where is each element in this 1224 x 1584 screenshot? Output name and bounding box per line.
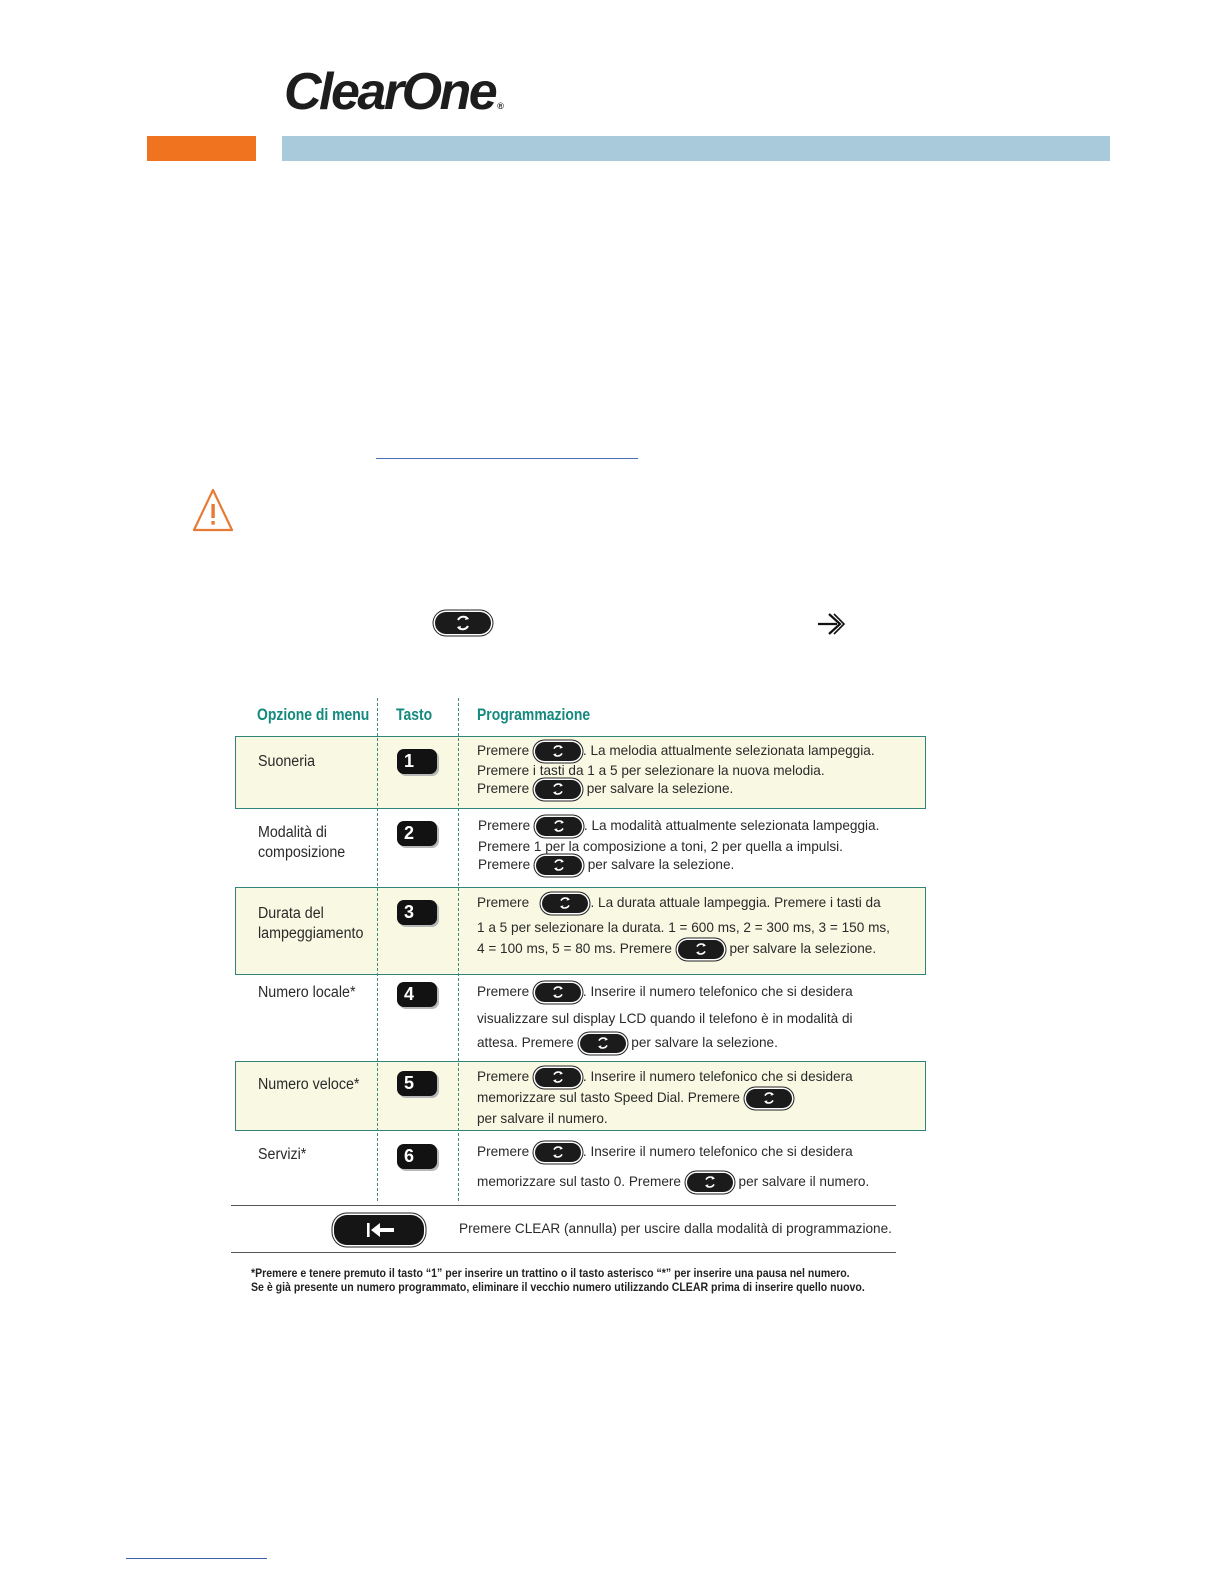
redial-cycle-icon	[535, 780, 581, 799]
programming-line: Premere 1 per la composizione a toni, 2 per quella a impulsi.	[478, 839, 843, 854]
option-label: Numero veloce*	[258, 1076, 360, 1093]
clearone-logo	[284, 63, 504, 121]
warning-triangle-icon	[191, 487, 235, 533]
redial-cycle-icon	[746, 1089, 792, 1108]
key-6: 6	[397, 1144, 437, 1169]
redial-cycle-icon	[535, 983, 581, 1002]
key-3: 3	[397, 900, 437, 925]
redial-cycle-icon	[536, 817, 582, 836]
clear-back-arrow-icon	[334, 1215, 424, 1245]
redial-cycle-icon	[678, 940, 724, 959]
programming-line: Premere . Inserire il numero telefonico che si desidera	[477, 1143, 853, 1162]
header-key: Tasto	[396, 705, 433, 724]
programming-line: 1 a 5 per selezionare la durata. 1 = 600 ms, 2 = 300 ms, 3 = 150 ms,	[477, 920, 890, 935]
key-5: 5	[397, 1071, 437, 1096]
divider-line	[231, 1252, 896, 1253]
column-divider	[458, 698, 459, 1201]
divider-line	[231, 1205, 896, 1206]
redial-cycle-icon	[580, 1034, 626, 1053]
option-label: Numero locale*	[258, 984, 356, 1001]
clear-button	[334, 1215, 424, 1245]
redial-cycle-icon	[535, 1143, 581, 1162]
programming-line: 4 = 100 ms, 5 = 80 ms. Premere per salvare la selezione.	[477, 940, 876, 959]
key-4: 4	[397, 982, 437, 1007]
programming-line: Premere per salvare la selezione.	[477, 780, 733, 799]
header-menu-option: Opzione di menu	[257, 705, 370, 724]
redial-cycle-icon	[536, 856, 582, 875]
option-label: Suoneria	[258, 753, 316, 770]
option-label: Modalità di composizione	[258, 824, 346, 861]
registered-mark: ®	[497, 101, 504, 111]
programming-line: per salvare il numero.	[477, 1111, 608, 1126]
redial-cycle-icon	[435, 612, 491, 634]
blue-header-bar	[282, 136, 1110, 161]
option-label: Durata del lampeggiamento	[258, 905, 364, 942]
programming-line: Premere . Inserire il numero telefonico che si desidera	[477, 1068, 853, 1087]
programming-line: Premere . La durata attuale lampeggia. Premere i tasti da	[477, 894, 881, 913]
programming-line: Premere . Inserire il numero telefonico che si desidera	[477, 983, 853, 1002]
footnote: *Premere e tenere premuto il tasto “1” per inserire un trattino o il tasto asterisco “*” per inserire una pausa nel numero.	[251, 1266, 850, 1280]
programming-line: Premere i tasti da 1 a 5 per selezionare la nuova melodia.	[477, 763, 825, 778]
redial-cycle-icon	[687, 1173, 733, 1192]
column-divider	[377, 698, 378, 1201]
clear-instruction: Premere CLEAR (annulla) per uscire dalla modalità di programmazione.	[459, 1221, 892, 1236]
programming-line: attesa. Premere per salvare la selezione.	[477, 1034, 778, 1053]
key-2: 2	[397, 821, 437, 846]
programming-line: visualizzare sul display LCD quando il telefono è in modalità di	[477, 1011, 853, 1026]
footnote: Se è già presente un numero programmato, eliminare il vecchio numero utilizzando CLEAR prima di inserire quello nuovo.	[251, 1280, 865, 1294]
programming-line: Premere . La melodia attualmente selezionata lampeggia.	[477, 742, 875, 761]
header-programming: Programmazione	[477, 705, 591, 724]
programming-line: memorizzare sul tasto 0. Premere per salvare il numero.	[477, 1173, 869, 1192]
programming-line: memorizzare sul tasto Speed Dial. Premere	[477, 1089, 794, 1108]
option-label: Servizi*	[258, 1146, 307, 1163]
logo-text: ClearOne	[284, 63, 496, 121]
key-1: 1	[397, 749, 437, 774]
footer-link-underline[interactable]	[126, 1558, 267, 1559]
redial-cycle-icon	[535, 1068, 581, 1087]
enter-arrow-icon	[815, 610, 847, 638]
redial-cycle-icon	[535, 742, 581, 761]
link-underline[interactable]	[376, 458, 638, 459]
orange-header-bar	[147, 136, 256, 161]
programming-line: Premere . La modalità attualmente selezionata lampeggia.	[478, 817, 879, 836]
redial-cycle-icon	[542, 894, 588, 913]
programming-line: Premere per salvare la selezione.	[478, 856, 734, 875]
